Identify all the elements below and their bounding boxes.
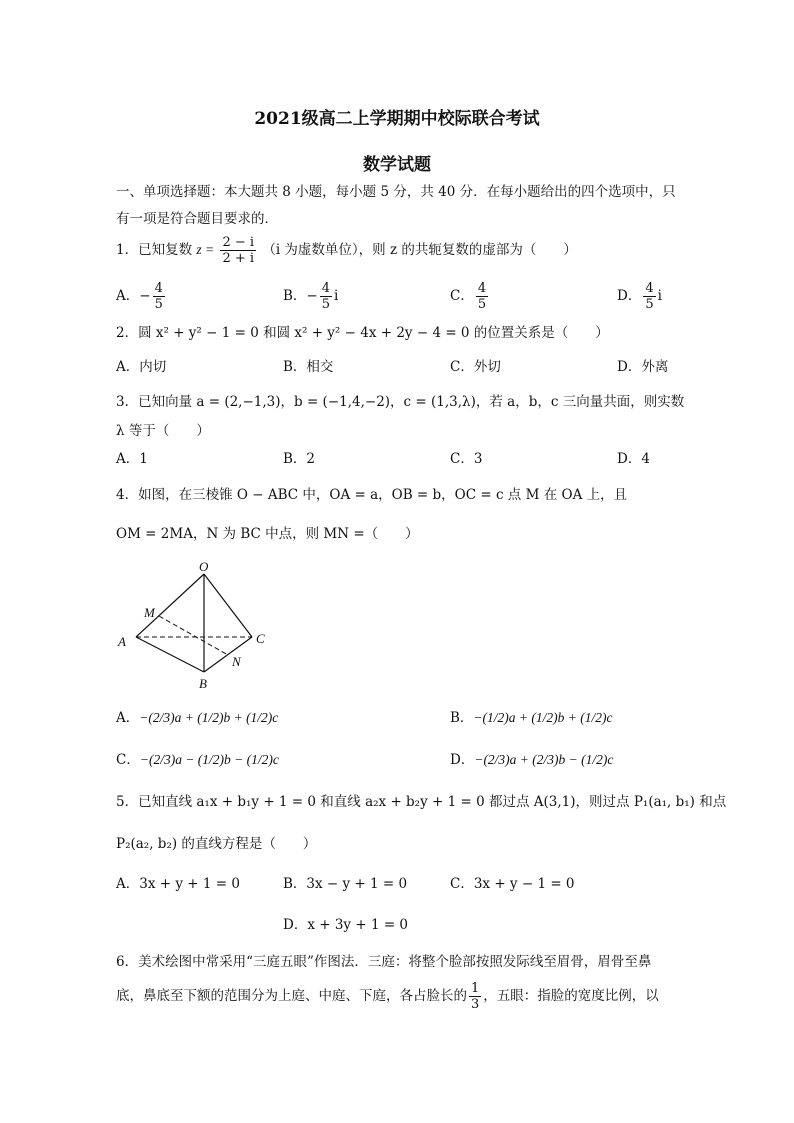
- label-A: A: [118, 634, 126, 649]
- question-1-stem: [116, 234, 577, 266]
- q3-option-a[interactable]: A．1: [116, 451, 148, 467]
- tetrahedron-figure: [110, 560, 280, 695]
- section1-line1: 一、单项选择题：本大题共 8 小题，每小题 5 分，共 40 分．在每小题给出的四个选项中，只: [116, 184, 676, 200]
- exam-title: 2021级高二上学期期中校际联合考试: [254, 109, 540, 129]
- q5-option-d[interactable]: D．x + 3y + 1 = 0: [283, 917, 409, 933]
- q2-option-c[interactable]: C．外切: [450, 359, 501, 375]
- question-2-stem: 2．圆 x² + y² − 1 = 0 和圆 x² + y² − 4x + 2y − 4 = 0 的位置关系是（ ）: [116, 325, 609, 341]
- edge-BC: [204, 637, 252, 672]
- q4-option-a[interactable]: A．−(2/3)a + (1/2)b + (1/2)c: [116, 710, 279, 726]
- q1-option-a[interactable]: A．− $\frac{4}{5}$: [116, 281, 163, 312]
- question-3-line1: 3．已知向量 a = (2,−1,3)，b = (−1,4,−2)，c = (1,3,λ)，若 a，b，c 三向量共面，则实数: [116, 394, 685, 410]
- q1-fraction: [220, 235, 256, 266]
- q1-option-b[interactable]: B．− $\frac{4}{5}$ i: [283, 281, 339, 312]
- q1-option-d[interactable]: D． $\frac{4}{5}$ i: [617, 281, 662, 312]
- q1-z-eq: z =: [196, 242, 215, 257]
- question-5-line1: 5．已知直线 a₁x + b₁y + 1 = 0 和直线 a₂x + b₂y + 1 = 0 都过点 A(3,1)，则过点 P₁(a₁, b₁) 和点: [116, 794, 727, 810]
- question-6-line2: 底，鼻底至下额的范围分为上庭、中庭、下庭，各占脸长的 $\frac{1}{3}$ ，五眼：指脸的宽度比例，以: [116, 981, 659, 1012]
- q4-option-d[interactable]: D．−(2/3)a + (2/3)b − (1/2)c: [450, 752, 614, 768]
- q2-option-d[interactable]: D．外离: [617, 359, 669, 375]
- q1-frac-den: 2 + i: [222, 251, 255, 266]
- edge-AB: [136, 637, 204, 672]
- q1-prefix: 1．已知复数: [116, 242, 193, 258]
- label-O: O: [199, 560, 209, 574]
- q5-option-c[interactable]: C．3x + y − 1 = 0: [450, 876, 575, 892]
- q2-option-a[interactable]: A．内切: [116, 359, 167, 375]
- label-N: N: [232, 654, 241, 669]
- label-M: M: [144, 605, 155, 620]
- question-3-line2: λ 等于（ ）: [116, 423, 210, 439]
- section1-line2: 有一项是符合题目要求的．: [116, 211, 278, 227]
- question-5-line2: P₂(a₂, b₂) 的直线方程是（ ）: [116, 836, 317, 852]
- q4-option-b[interactable]: B．−(1/2)a + (1/2)b + (1/2)c: [450, 710, 613, 726]
- label-C: C: [256, 631, 265, 646]
- q1-option-c[interactable]: C． $\frac{4}{5}$: [450, 281, 487, 312]
- q4-option-c[interactable]: C．−(2/3)a − (1/2)b − (1/2)c: [116, 752, 279, 768]
- label-B: B: [199, 676, 207, 691]
- question-4-line1: 4．如图，在三棱锥 O − ABC 中，OA = a，OB = b，OC = c 点 M 在 OA 上，且: [116, 487, 628, 503]
- q3-option-c[interactable]: C．3: [450, 451, 483, 467]
- q1-suffix: （i 为虚数单位），则 z 的共轭复数的虚部为（ ）: [262, 242, 577, 258]
- q1-frac-num: 2 − i: [222, 235, 255, 250]
- segment-MN: [159, 616, 228, 655]
- q5-option-a[interactable]: A．3x + y + 1 = 0: [116, 876, 240, 892]
- edge-OC: [204, 574, 252, 637]
- question-4-line2: OM = 2MA，N 为 BC 中点，则 MN =（ ）: [116, 526, 419, 542]
- q3-option-b[interactable]: B．2: [283, 451, 316, 467]
- q6-fraction: $\frac{1}{3}$: [471, 981, 480, 1012]
- exam-subtitle: 数学试题: [363, 155, 431, 175]
- question-6-line1: 6．美术绘图中常采用“三庭五眼”作图法．三庭：将整个脸部按照发际线至眉骨，眉骨至鼻: [116, 954, 652, 970]
- q3-option-d[interactable]: D．4: [617, 451, 650, 467]
- q2-option-b[interactable]: B．相交: [283, 359, 334, 375]
- q5-option-b[interactable]: B．3x − y + 1 = 0: [283, 876, 408, 892]
